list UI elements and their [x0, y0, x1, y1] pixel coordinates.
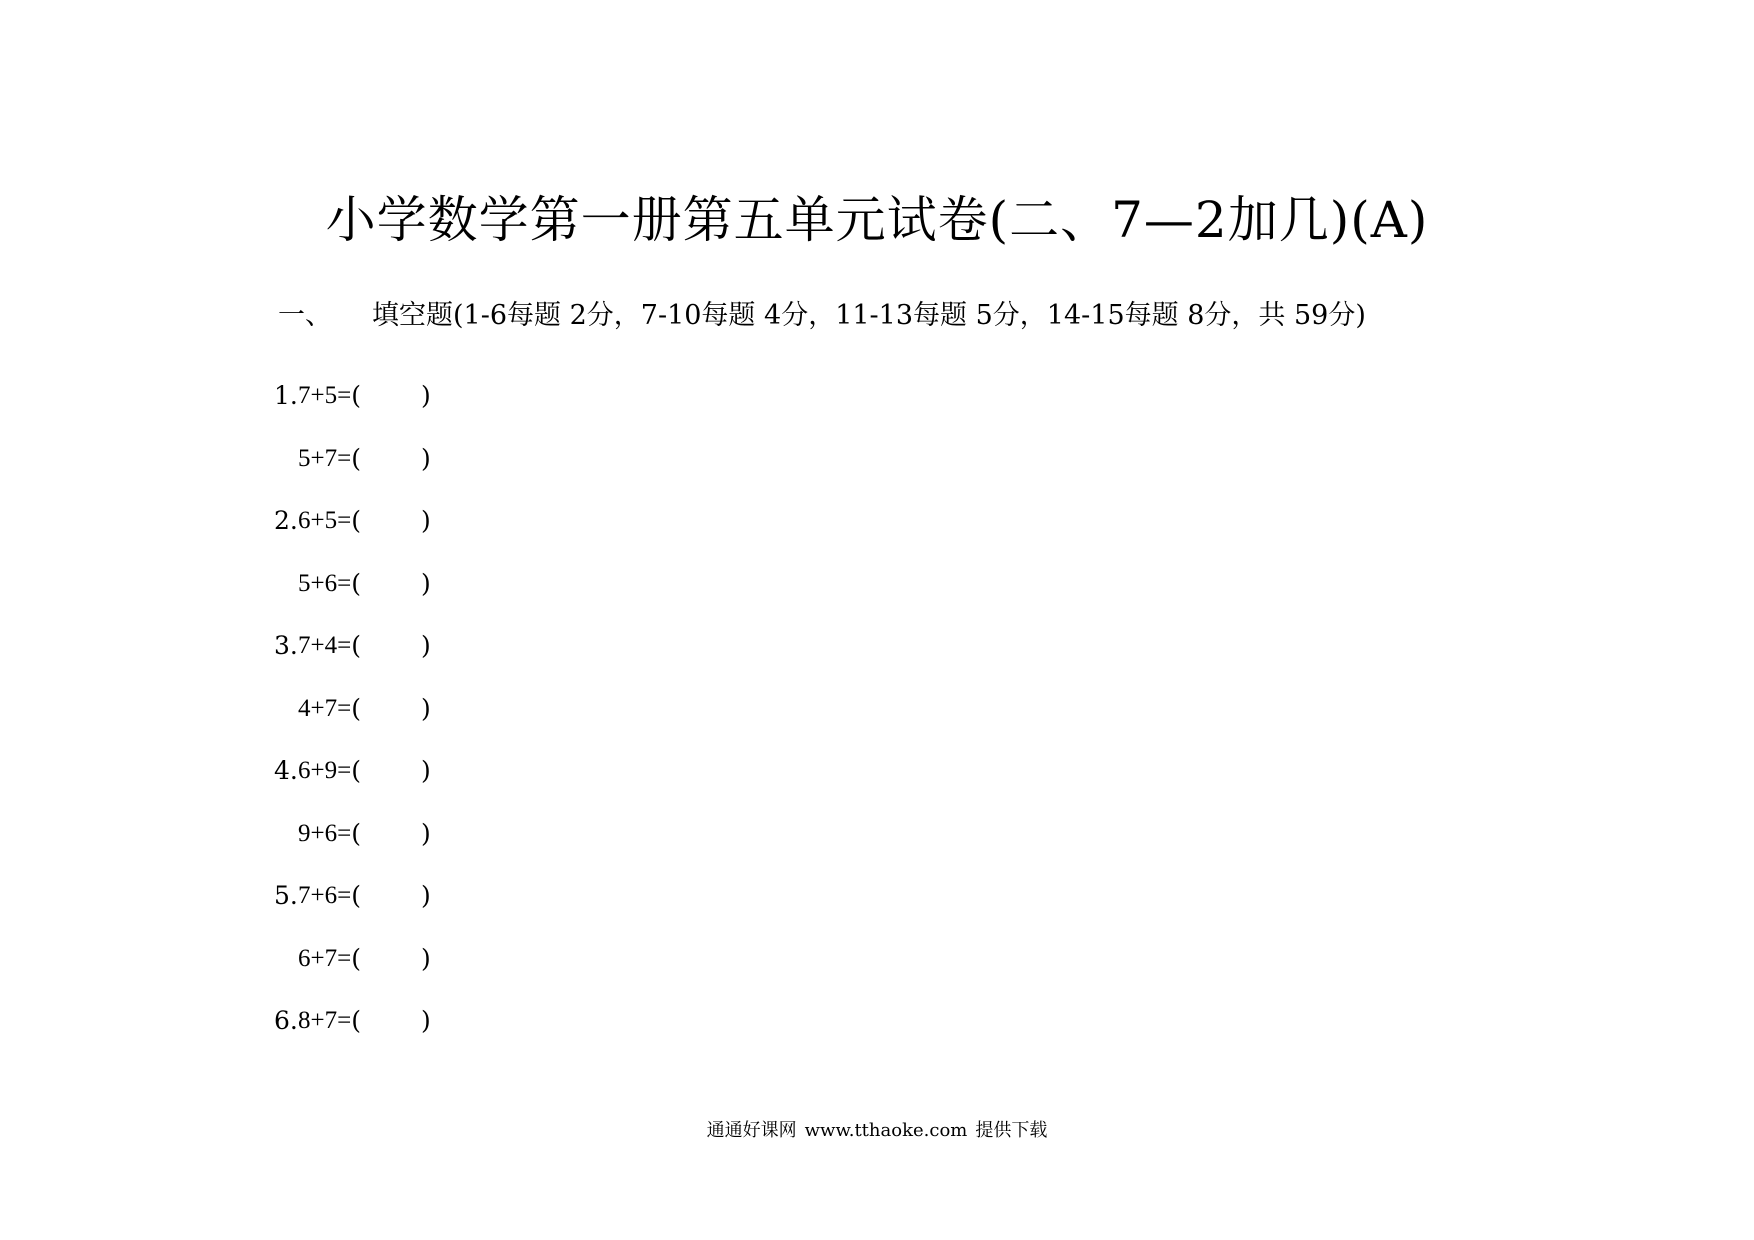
question-item: [274, 443, 431, 475]
question-number: 2.: [274, 506, 298, 535]
answer-open-paren: (: [351, 756, 361, 785]
footer-site-name: 通通好课网: [706, 1120, 797, 1141]
question-item: [274, 880, 431, 912]
question-expression: 4+7=: [298, 695, 352, 722]
question-expression: 5+7=: [298, 445, 352, 472]
answer-open-paren: (: [351, 444, 361, 473]
question-item: [274, 693, 431, 725]
question-item: [274, 818, 431, 850]
question-expression: 9+6=: [298, 820, 352, 847]
footer-note: 提供下载: [975, 1120, 1048, 1141]
question-number: 4.: [274, 756, 298, 785]
question-expression: 7+4=: [298, 632, 352, 659]
question-item: [274, 755, 431, 787]
answer-open-paren: (: [351, 881, 361, 910]
question-number: 6.: [274, 1006, 298, 1035]
footer-url[interactable]: www.tthaoke.com: [804, 1120, 968, 1141]
question-item: [274, 505, 431, 537]
answer-open-paren: (: [351, 944, 361, 973]
question-expression: 5+6=: [298, 570, 352, 597]
answer-open-paren: (: [351, 506, 361, 535]
answer-close-paren: ): [420, 569, 431, 598]
section-marker: 一、: [278, 300, 332, 331]
answer-close-paren: ): [420, 944, 431, 973]
question-expression: 6+5=: [298, 507, 352, 534]
answer-open-paren: (: [351, 631, 361, 660]
answer-close-paren: ): [420, 819, 431, 848]
question-number: 1.: [274, 381, 298, 410]
section-heading: [278, 299, 1366, 333]
page-title: 小学数学第一册第五单元试卷(二、7—2加几)(A): [325, 191, 1429, 249]
footer: [0, 1119, 1754, 1143]
answer-open-paren: (: [351, 569, 361, 598]
question-item: [274, 630, 431, 662]
question-expression: 6+9=: [298, 757, 352, 784]
section-text: 填空题(1-6每题 2分，7-10每题 4分，11-13每题 5分，14-15每题 8分，共 59分): [372, 300, 1366, 331]
question-item: [274, 1005, 431, 1037]
answer-close-paren: ): [420, 444, 431, 473]
answer-close-paren: ): [420, 756, 431, 785]
question-expression: 6+7=: [298, 945, 352, 972]
answer-close-paren: ): [420, 506, 431, 535]
answer-close-paren: ): [420, 381, 431, 410]
answer-open-paren: (: [351, 694, 361, 723]
question-item: [274, 568, 431, 600]
question-number: 3.: [274, 631, 298, 660]
answer-close-paren: ): [420, 631, 431, 660]
answer-close-paren: ): [420, 881, 431, 910]
answer-open-paren: (: [351, 1006, 361, 1035]
question-number: 5.: [274, 881, 298, 910]
answer-close-paren: ): [420, 1006, 431, 1035]
question-expression: 7+6=: [298, 882, 352, 909]
answer-open-paren: (: [351, 381, 361, 410]
question-item: [274, 380, 431, 412]
question-item: [274, 943, 431, 975]
answer-close-paren: ): [420, 694, 431, 723]
answer-open-paren: (: [351, 819, 361, 848]
question-expression: 8+7=: [298, 1007, 352, 1034]
question-expression: 7+5=: [298, 382, 352, 409]
